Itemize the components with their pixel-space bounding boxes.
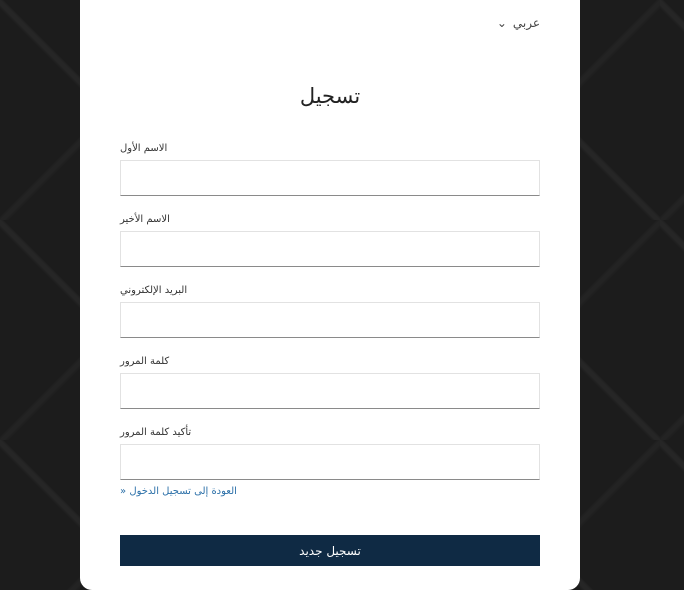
back-to-login-label: العودة إلى تسجيل الدخول — [129, 486, 237, 497]
back-arrow-icon: » — [120, 486, 127, 497]
language-label: عربي — [512, 16, 540, 30]
first-name-input[interactable] — [120, 160, 540, 196]
email-label: البريد الإلكتروني — [120, 285, 188, 296]
last-name-label: الاسم الأخير — [120, 214, 170, 225]
email-field — [120, 284, 540, 338]
password-label: كلمة المرور — [120, 356, 170, 367]
register-button[interactable]: تسجيل جديد — [120, 535, 540, 566]
back-to-login-link[interactable] — [120, 486, 237, 497]
last-name-input[interactable] — [120, 231, 540, 267]
email-input[interactable] — [120, 302, 540, 338]
language-selector[interactable] — [497, 16, 540, 30]
first-name-field — [120, 142, 540, 196]
password-field — [120, 355, 540, 409]
confirm-password-label: تأكيد كلمة المرور — [120, 427, 192, 438]
chevron-down-icon: ⌄ — [496, 16, 507, 30]
page-title: تسجيل — [299, 84, 361, 108]
registration-card — [80, 0, 580, 590]
first-name-label: الاسم الأول — [120, 143, 168, 154]
last-name-field — [120, 213, 540, 267]
password-input[interactable] — [120, 373, 540, 409]
confirm-password-field — [120, 426, 540, 480]
confirm-password-input[interactable] — [120, 444, 540, 480]
